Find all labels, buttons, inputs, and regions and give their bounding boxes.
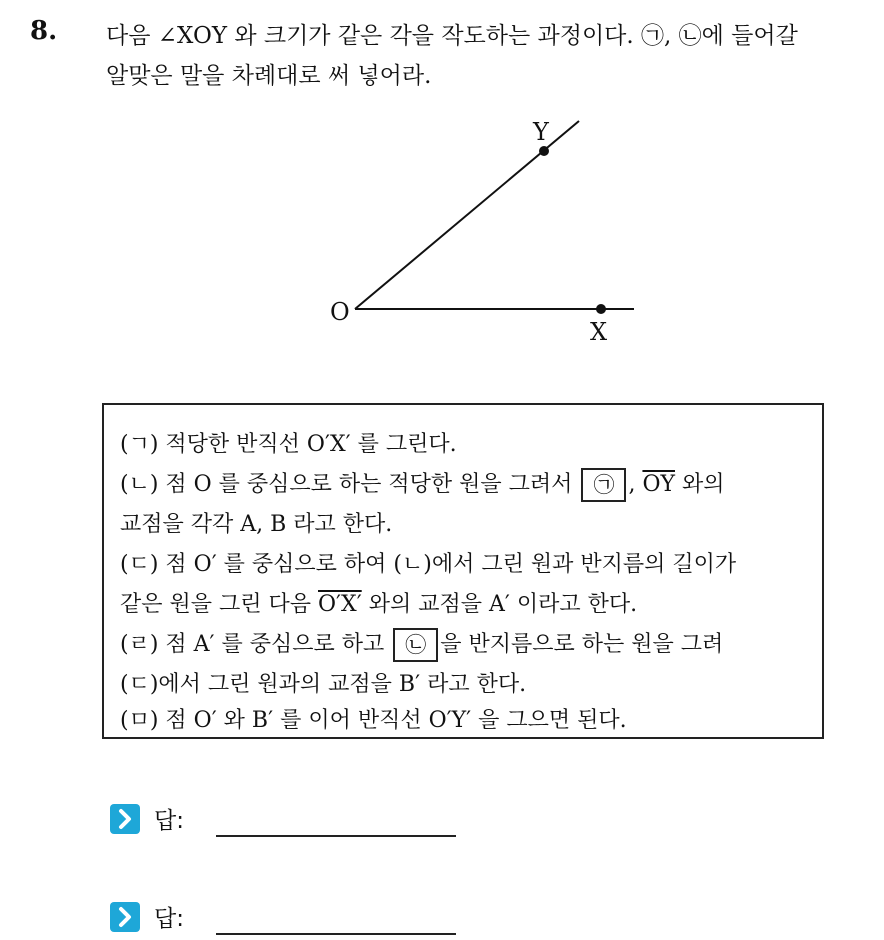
construction-steps-box (102, 403, 824, 739)
step-2 (120, 467, 725, 502)
answer-input-2[interactable] (216, 933, 456, 935)
question-line-1: 다음 ∠XOY 와 크기가 같은 각을 작도하는 과정이다. ㉠, ㉡에 들어갈 (106, 23, 798, 49)
step-1: (ㄱ) 적당한 반직선 O′X′ 를 그린다. (120, 432, 457, 457)
step-2-cont: 교점을 각각 A, B 라고 한다. (120, 512, 393, 537)
step-2-end: 와의 (675, 472, 725, 497)
step-2-text: (ㄴ) 점 O 를 중심으로 하는 적당한 원을 그려서 (120, 472, 573, 497)
step-4-text: (ㄹ) 점 A′ 를 중심으로 하고 (120, 632, 385, 657)
answer-label: 답: (154, 808, 184, 834)
angle-figure (0, 0, 884, 400)
step-4 (120, 627, 723, 662)
step-3-cont (120, 587, 637, 618)
step-3-end: 와의 교점을 A′ 이라고 한다. (361, 592, 638, 617)
blank-box-1: ㉠ (581, 468, 626, 502)
chevron-right-icon (110, 902, 140, 932)
step-3-text: 같은 원을 그린 다음 (120, 592, 318, 617)
step-5: (ㅁ) 점 O′ 와 B′ 를 이어 반직선 O′Y′ 을 그으면 된다. (120, 708, 627, 733)
question-number: 8. (30, 16, 58, 46)
label-x: X (590, 318, 608, 346)
chevron-right-icon (110, 804, 140, 834)
point-x (596, 304, 606, 314)
answer-label: 답: (154, 906, 184, 932)
step-2-comma: , (628, 472, 643, 497)
label-y: Y (533, 118, 549, 146)
step-4-end: 을 반지름으로 하는 원을 그려 (440, 632, 724, 657)
answer-input-1[interactable] (216, 835, 456, 837)
segment-oy: $\overline{OY}$ (642, 472, 675, 497)
step-4-cont: (ㄷ)에서 그린 원과의 교점을 B′ 라고 한다. (120, 672, 527, 697)
label-o: O (330, 298, 350, 326)
question-line-2: 알맞은 말을 차례대로 써 넣어라. (106, 63, 432, 89)
segment-o-prime-x-prime: O′X′ (318, 592, 362, 617)
point-y (539, 146, 549, 156)
blank-box-2: ㉡ (393, 628, 438, 662)
step-3: (ㄷ) 점 O′ 를 중심으로 하여 (ㄴ)에서 그린 원과 반지름의 길이가 (120, 552, 737, 577)
